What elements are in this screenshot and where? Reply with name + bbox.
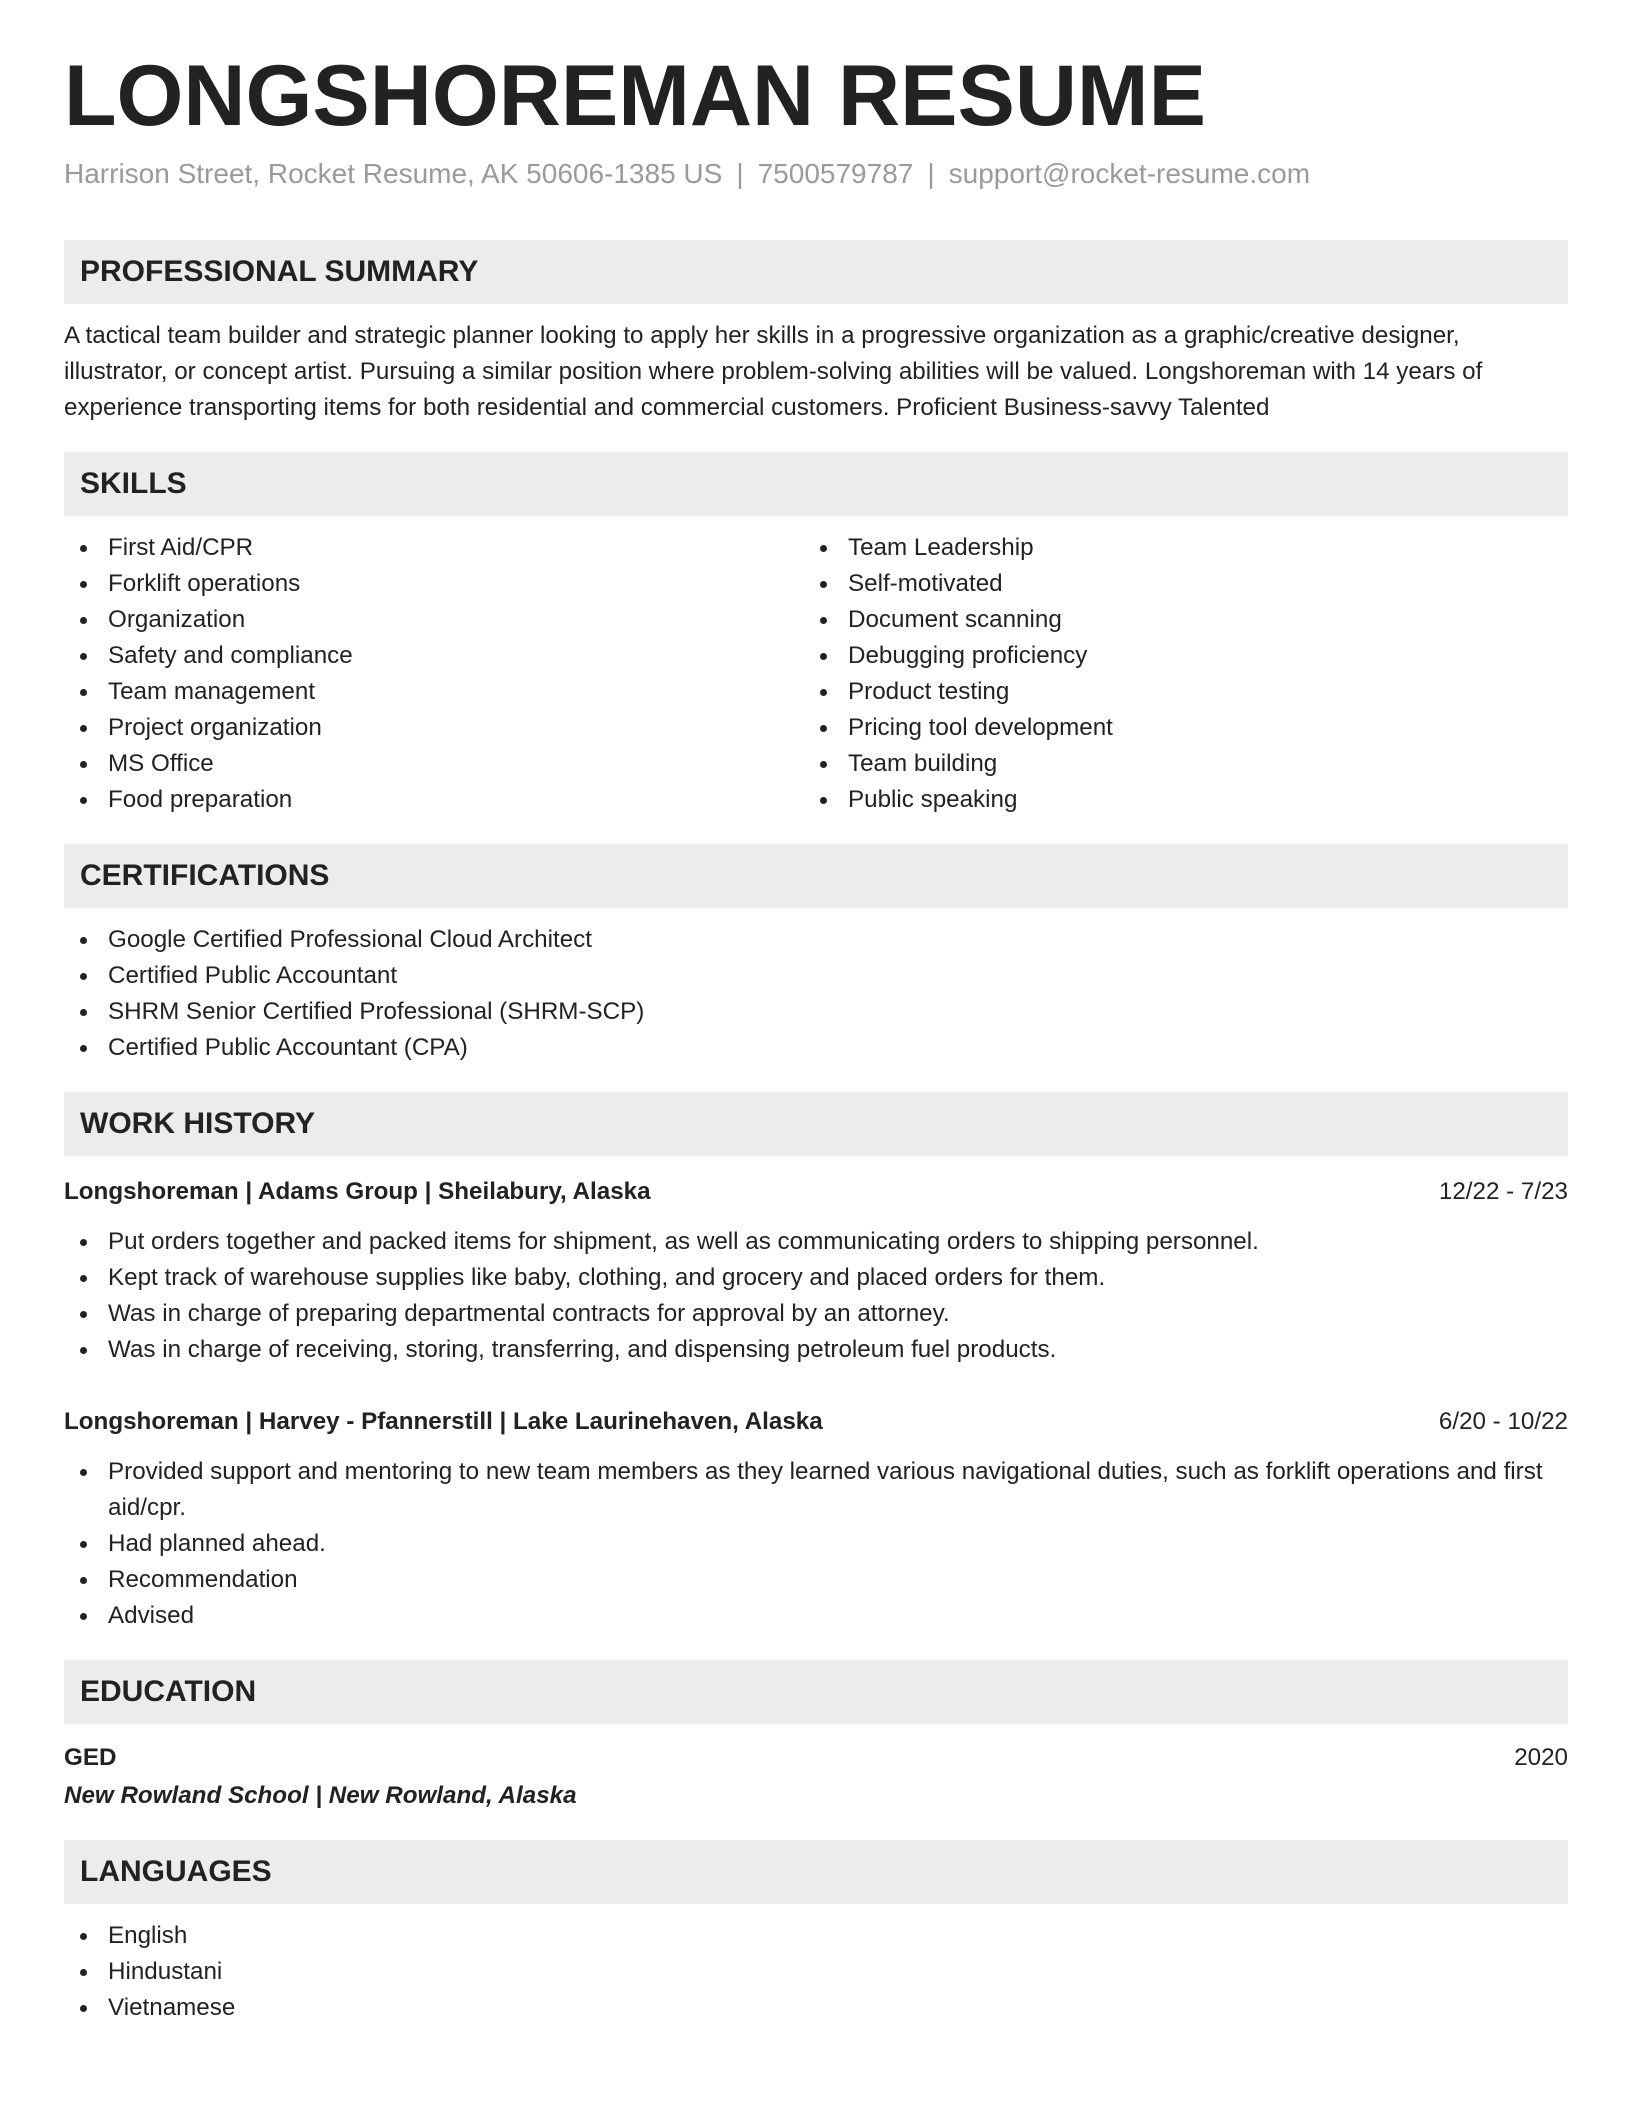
- education-year: 2020: [1514, 1744, 1568, 1772]
- job-duties-list: [64, 1454, 1568, 1634]
- language-item: Vietnamese: [64, 1990, 1568, 2026]
- certification-item: SHRM Senior Certified Professional (SHRM-SCP): [64, 994, 1568, 1030]
- certifications-list: [64, 922, 1568, 1066]
- skill-item: Team Leadership: [804, 530, 1544, 566]
- contact-phone: 7500579787: [757, 158, 914, 190]
- section-heading-education: EDUCATION: [64, 1660, 1568, 1724]
- job-duty: Advised: [64, 1598, 1568, 1634]
- job-duty: Had planned ahead.: [64, 1526, 1568, 1562]
- job-dates: 6/20 - 10/22: [1438, 1408, 1568, 1436]
- education-degree: GED: [64, 1744, 117, 1772]
- certification-item: Certified Public Accountant (CPA): [64, 1030, 1568, 1066]
- section-heading-work-history: WORK HISTORY: [64, 1092, 1568, 1156]
- skill-item: Document scanning: [804, 602, 1544, 638]
- section-heading-languages: LANGUAGES: [64, 1840, 1568, 1904]
- skill-item: Project organization: [64, 710, 804, 746]
- job-header: [64, 1174, 1568, 1210]
- job-duty: Was in charge of receiving, storing, transferring, and dispensing petroleum fuel products.: [64, 1332, 1568, 1368]
- job-title: Longshoreman | Adams Group | Sheilabury, Alaska: [64, 1178, 651, 1206]
- job-duty: Was in charge of preparing departmental contracts for approval by an attorney.: [64, 1296, 1568, 1332]
- skill-item: MS Office: [64, 746, 804, 782]
- skill-item: Forklift operations: [64, 566, 804, 602]
- job-dates: 12/22 - 7/23: [1438, 1178, 1568, 1206]
- section-heading-certifications: CERTIFICATIONS: [64, 844, 1568, 908]
- job-duty: Kept track of warehouse supplies like baby, clothing, and grocery and placed orders for them.: [64, 1260, 1568, 1296]
- skill-item: Product testing: [804, 674, 1544, 710]
- contact-email[interactable]: support@rocket-resume.com: [948, 158, 1311, 190]
- section-heading-skills: SKILLS: [64, 452, 1568, 516]
- education-school: New Rowland School | New Rowland, Alaska: [64, 1782, 577, 1810]
- language-item: Hindustani: [64, 1954, 1568, 1990]
- job-title: Longshoreman | Harvey - Pfannerstill | Lake Laurinehaven, Alaska: [64, 1408, 823, 1436]
- skill-item: Team management: [64, 674, 804, 710]
- job-duty: Recommendation: [64, 1562, 1568, 1598]
- job-duties-list: [64, 1224, 1568, 1368]
- skills-list-left: [64, 530, 804, 818]
- skills-grid: [64, 530, 1568, 818]
- skill-item: Pricing tool development: [804, 710, 1544, 746]
- certification-item: Certified Public Accountant: [64, 958, 1568, 994]
- skill-item: Self-motivated: [804, 566, 1544, 602]
- skill-item: Team building: [804, 746, 1544, 782]
- skill-item: First Aid/CPR: [64, 530, 804, 566]
- skill-item: Public speaking: [804, 782, 1544, 818]
- contact-address: Harrison Street, Rocket Resume, AK 50606-1385 US: [64, 158, 723, 190]
- languages-list: [64, 1918, 1568, 2026]
- job-header: [64, 1404, 1568, 1440]
- education-row: [64, 1740, 1568, 1776]
- skill-item: Organization: [64, 602, 804, 638]
- contact-separator: |: [736, 158, 744, 190]
- language-item: English: [64, 1918, 1568, 1954]
- skill-item: Debugging proficiency: [804, 638, 1544, 674]
- certification-item: Google Certified Professional Cloud Architect: [64, 922, 1568, 958]
- contact-separator: |: [927, 158, 935, 190]
- job-duty: Put orders together and packed items for shipment, as well as communicating orders to shipping personnel.: [64, 1224, 1568, 1260]
- skills-list-right: [804, 530, 1544, 818]
- summary-text: A tactical team builder and strategic planner looking to apply her skills in a progressive organization as a graphic/creative designer, illustrator, or concept artist. Pursuing a similar position where problem-solving abilities will be valued. Longshoreman with 14 years of experience transporting items for both residential and commercial customers. Proficient Business-savvy Talented: [64, 322, 1483, 422]
- resume-title: LONGSHOREMAN RESUME: [64, 48, 1206, 144]
- section-heading-summary: PROFESSIONAL SUMMARY: [64, 240, 1568, 304]
- contact-line: [64, 158, 1568, 190]
- skill-item: Safety and compliance: [64, 638, 804, 674]
- skill-item: Food preparation: [64, 782, 804, 818]
- job-duty: Provided support and mentoring to new team members as they learned various navigational duties, such as forklift operations and first aid/cpr.: [64, 1454, 1568, 1526]
